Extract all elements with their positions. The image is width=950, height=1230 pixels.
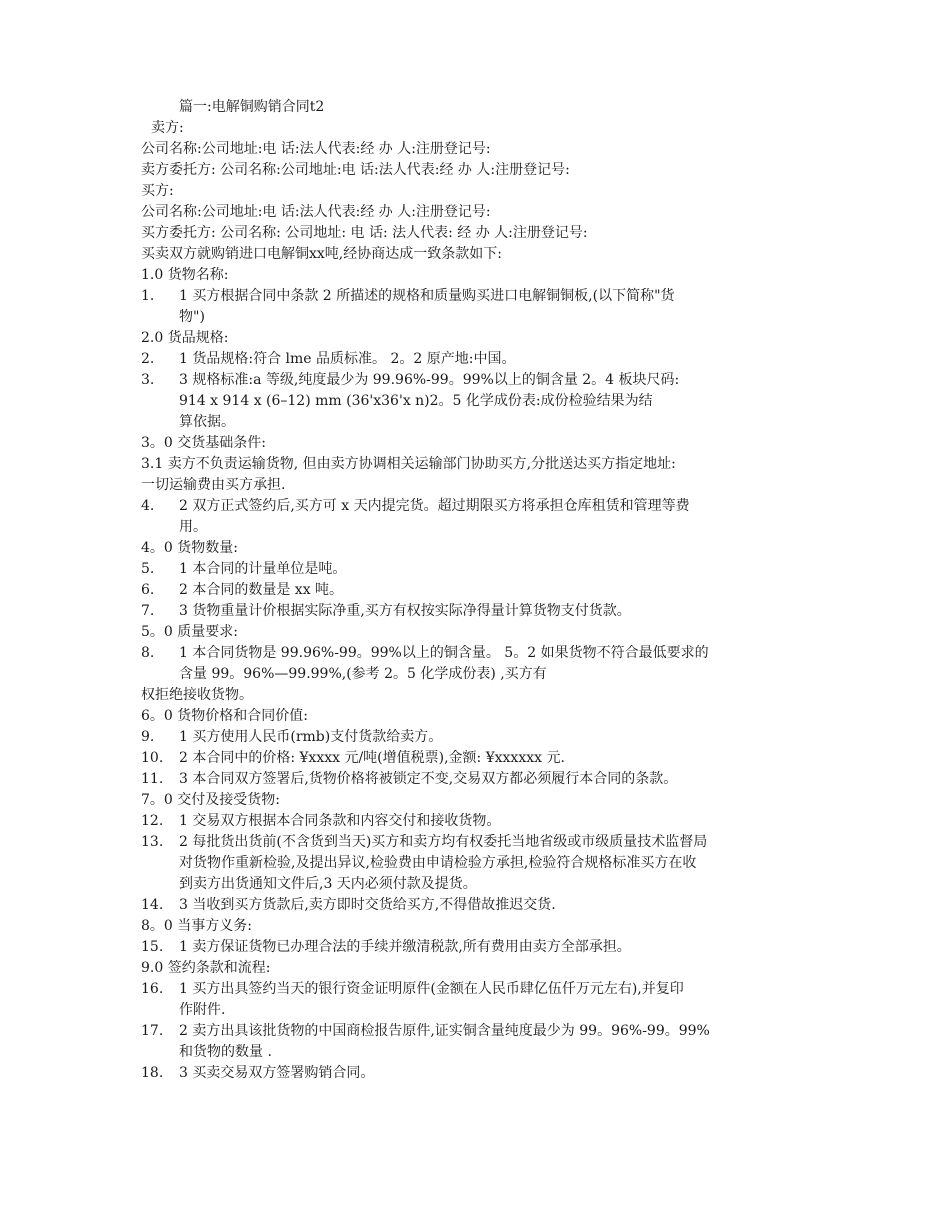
clause-number: 9. (141, 729, 155, 745)
clause-number: 10. (141, 750, 164, 766)
numbered-clause (141, 727, 821, 748)
clause-text-line: 1 买方根据合同中条款 2 所描述的规格和质量购买进口电解铜铜板,(以下简称"货 (179, 288, 675, 304)
numbered-clause (141, 979, 821, 1021)
clause-text (179, 559, 821, 580)
clause-text (179, 811, 821, 832)
clause-text (179, 349, 821, 370)
intro-paragraph: 买卖双方就购销进口电解铜xx吨,经协商达成一致条款如下: (141, 246, 502, 262)
clause-number: 6. (141, 582, 155, 598)
clause-text (179, 937, 821, 958)
clause-number: 5. (141, 561, 155, 577)
document-title: 篇一:电解铜购销合同t2 (179, 99, 325, 115)
clause-text-line: 2 每批货出货前(不含货到当天)买方和卖方均有权委托当地省级或市级质量技术监督局 (179, 834, 708, 850)
clause-text (179, 895, 821, 916)
clause-text (179, 748, 821, 769)
seller-info: 公司名称:公司地址:电 话:法人代表:经 办 人:注册登记号: (141, 141, 491, 157)
section-line: 8。0 当事方义务: (141, 918, 252, 934)
numbered-clause (141, 580, 821, 601)
clause-number: 3. (141, 372, 155, 388)
clause-text-line: 算依据。 (179, 414, 235, 430)
clause-text-line: 914 x 914 x (6–12) mm (36'x36'x n)2。5 化学成份表:成份检验结果为结 (179, 393, 653, 409)
seller-agent-info: 卖方委托方: 公司名称:公司地址:电 话:法人代表:经 办 人:注册登记号: (141, 162, 570, 178)
buyer-label: 买方: (141, 183, 174, 199)
clause-text-line: 2 本合同中的价格: ¥xxxx 元/吨(增值税票),金额: ¥xxxxxx 元. (179, 750, 565, 766)
section-line: 3.1 卖方不负责运输货物, 但由卖方协调相关运输部门协助买方,分批送达买方指定地址: (141, 456, 676, 472)
section-line: 9.0 签约条款和流程: (141, 960, 271, 976)
clause-text-line: 1 买方出具签约当天的银行资金证明原件(金额在人民币肆亿伍仟万元左右),并复印 (179, 981, 684, 997)
clause-text (179, 370, 821, 433)
clause-number: 18. (141, 1065, 164, 1081)
section-line: 权拒绝接收货物。 (141, 687, 253, 703)
clause-number: 17. (141, 1023, 164, 1039)
numbered-clause (141, 832, 821, 895)
clause-text (179, 769, 821, 790)
numbered-clause (141, 559, 821, 580)
clause-text (179, 1063, 821, 1084)
clause-number: 13. (141, 834, 164, 850)
clause-text-line: 3 当收到买方货款后,卖方即时交货给买方,不得借故推迟交货. (179, 897, 556, 913)
clause-text-line: 对货物作重新检验,及提出异议,检验费由申请检验方承担,检验符合规格标准买方在收 (179, 855, 697, 871)
clause-text (179, 580, 821, 601)
clause-text (179, 1021, 821, 1063)
section-line: 4。0 货物数量: (141, 540, 238, 556)
clause-text (179, 727, 821, 748)
section-line: 一切运输费由买方承担. (141, 477, 286, 493)
section-line: 3。0 交货基础条件: (141, 435, 266, 451)
numbered-clause (141, 895, 821, 916)
numbered-clause (141, 769, 821, 790)
numbered-clause (141, 811, 821, 832)
clause-text-line: 1 货品规格:符合 lme 品质标准。 2。2 原产地:中国。 (179, 351, 516, 367)
numbered-clause (141, 748, 821, 769)
numbered-clause (141, 601, 821, 622)
buyer-agent-info: 买方委托方: 公司名称: 公司地址: 电 话: 法人代表: 经 办 人:注册登记号: (141, 225, 588, 241)
seller-label: 卖方: (151, 120, 184, 136)
clause-number: 4. (141, 498, 155, 514)
numbered-clause (141, 496, 821, 538)
clause-text-line: 含量 99。96%—99.99%,(参考 2。5 化学成份表) ,买方有 (179, 666, 547, 682)
numbered-clause (141, 1021, 821, 1063)
clause-number: 14. (141, 897, 164, 913)
clause-text-line: 1 买方使用人民币(rmb)支付货款给卖方。 (179, 729, 443, 745)
section-line: 5。0 质量要求: (141, 624, 238, 640)
clause-text-line: 和货物的数量 . (179, 1044, 272, 1060)
clause-text-line: 3 本合同双方签署后,货物价格将被锁定不变,交易双方都必须履行本合同的条款。 (179, 771, 678, 787)
clause-text-line: 2 本合同的数量是 xx 吨。 (179, 582, 344, 598)
clause-number: 2. (141, 351, 155, 367)
clause-number: 15. (141, 939, 164, 955)
clause-text (179, 286, 821, 328)
clause-number: 12. (141, 813, 164, 829)
section-line: 1.0 货物名称: (141, 267, 229, 283)
section-line: 7。0 交付及接受货物: (141, 792, 280, 808)
contract-clauses (141, 265, 821, 1084)
clause-text (179, 643, 821, 685)
clause-text-line: 1 卖方保证货物已办理合法的手续并缴清税款,所有费用由卖方全部承担。 (179, 939, 631, 955)
numbered-clause (141, 937, 821, 958)
clause-text-line: 1 本合同的计量单位是吨。 (179, 561, 347, 577)
numbered-clause (141, 643, 821, 685)
clause-text-line: 3 货物重量计价根据实际净重,买方有权按实际净得量计算货物支付货款。 (179, 603, 631, 619)
clause-text-line: 2 双方正式签约后,买方可 x 天内提完货。超过期限买方将承担仓库租赁和管理等费 (179, 498, 690, 514)
clause-text (179, 496, 821, 538)
contract-document (141, 97, 821, 1084)
clause-number: 8. (141, 645, 155, 661)
clause-number: 1. (141, 288, 155, 304)
numbered-clause (141, 1063, 821, 1084)
clause-number: 7. (141, 603, 155, 619)
clause-text-line: 用。 (179, 519, 207, 535)
clause-text (179, 832, 821, 895)
clause-text-line: 物") (179, 309, 205, 325)
clause-text-line: 到卖方出货通知文件后,3 天内必须付款及提货。 (179, 876, 477, 892)
clause-text-line: 3 规格标准:a 等级,纯度最少为 99.96%-99。99%以上的铜含量 2。4 板块尺码: (179, 372, 680, 388)
numbered-clause (141, 349, 821, 370)
section-line: 2.0 货品规格: (141, 330, 229, 346)
clause-text-line: 3 买卖交易双方签署购销合同。 (179, 1065, 375, 1081)
section-line: 6。0 货物价格和合同价值: (141, 708, 308, 724)
clause-text-line: 1 交易双方根据本合同条款和内容交付和接收货物。 (179, 813, 501, 829)
clause-number: 16. (141, 981, 164, 997)
clause-number: 11. (141, 771, 164, 787)
clause-text-line: 1 本合同货物是 99.96%-99。99%以上的铜含量。 5。2 如果货物不符合最低要求的 (179, 645, 709, 661)
clause-text-line: 作附件. (179, 1002, 226, 1018)
clause-text-line: 2 卖方出具该批货物的中国商检报告原件,证实铜含量纯度最少为 99。96%-99。99% (179, 1023, 710, 1039)
buyer-info: 公司名称:公司地址:电 话:法人代表:经 办 人:注册登记号: (141, 204, 491, 220)
numbered-clause (141, 370, 821, 433)
clause-text (179, 979, 821, 1021)
clause-text (179, 601, 821, 622)
numbered-clause (141, 286, 821, 328)
